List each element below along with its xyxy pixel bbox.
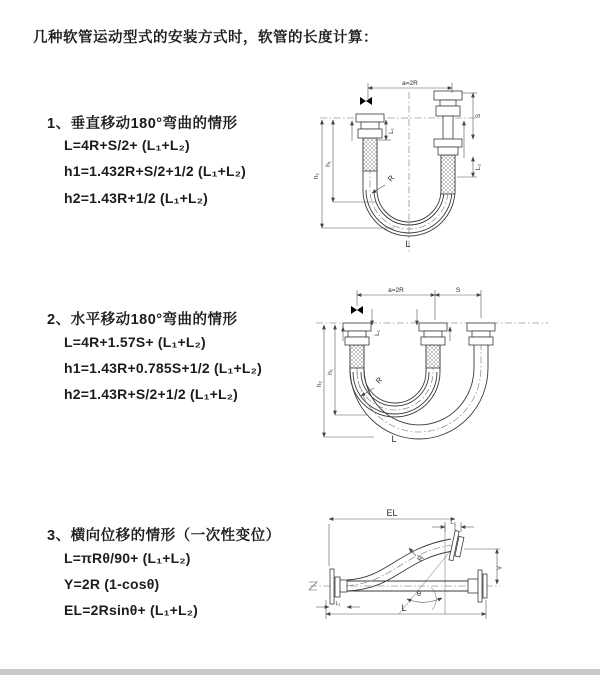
length-label: L (405, 239, 411, 249)
diagram-vertical-180-bend (308, 75, 595, 260)
dim-label-h2: h₂ (316, 380, 323, 388)
right-flange-moved (467, 323, 495, 345)
valve-icon (360, 97, 372, 105)
hose-curves (347, 539, 468, 591)
formula-line: L=4R+S/2+ (L₁+L₂) (64, 137, 190, 153)
dim-label-a-2r: a=2R (388, 287, 404, 294)
angle-label: θ (416, 589, 422, 598)
formula-line: h1=1.43R+0.785S+1/2 (L₁+L₂) (64, 360, 262, 376)
length-label: L (391, 434, 397, 444)
valve-icon (351, 306, 363, 314)
section-2-heading: 2、水平移动180°弯曲的情形 (47, 312, 238, 328)
formula-line: h2=1.43R+1/2 (L₁+L₂) (64, 190, 209, 206)
doc-title: 几种软管运动型式的安装方式时，软管的长度计算： (33, 30, 378, 46)
dim-label-h1: h₁ (327, 369, 334, 375)
right-flange-original (468, 570, 487, 602)
hose-curves (350, 345, 488, 439)
section-1-heading: 1、垂直移动180°弯曲的情形 (47, 116, 238, 132)
left-flange (343, 323, 371, 345)
braided-hose-section (441, 155, 455, 194)
dim-label-l1: L₁ (374, 330, 381, 336)
dim-label-h2: h₂ (313, 172, 320, 180)
dim-label-el: EL (386, 508, 398, 518)
formula-line: EL=2Rsinθ+ (L₁+L₂) (64, 602, 199, 618)
hose-centerline (357, 345, 433, 410)
radius-label: R (385, 173, 397, 184)
formula-line: Y=2R (1-cosθ) (64, 576, 160, 592)
diagram-lateral-displacement (300, 500, 595, 665)
formula-line: h2=1.43R+S/2+1/2 (L₁+L₂) (64, 386, 239, 402)
dim-label-s: S (455, 287, 461, 294)
hose-centerline (347, 545, 452, 586)
dim-label-l1: L₁ (388, 128, 395, 134)
dim-label-s: S (475, 113, 482, 119)
diagram-horizontal-180-bend (308, 280, 595, 458)
dimension-lines (316, 519, 500, 619)
middle-flange (419, 323, 447, 345)
dim-label-h1: h₁ (325, 161, 332, 167)
length-label: L (401, 603, 407, 613)
right-fitting (434, 91, 462, 155)
braided-hose-section (426, 345, 440, 368)
scan-edge (0, 669, 600, 675)
dim-label-y: Y (497, 565, 504, 571)
braided-hose-section (363, 138, 377, 171)
dim-label-a-2r: a=2R (402, 80, 418, 87)
formula-line: L=4R+1.57S+ (L₁+L₂) (64, 334, 206, 350)
upper-flange-displaced (449, 530, 465, 561)
dim-label-l1: L₁ (335, 601, 341, 607)
hose-centerline-moved (357, 345, 481, 432)
left-flange (356, 114, 384, 138)
formula-line: h1=1.432R+S/2+1/2 (L₁+L₂) (64, 163, 246, 179)
dim-label-l2: L₂ (475, 163, 482, 171)
radius-label: R (373, 375, 385, 386)
dim-label-l2: L₂ (450, 520, 456, 526)
dimension-lines (324, 290, 481, 437)
radius-label: R (415, 553, 426, 564)
formula-line: L=πRθ/90+ (L₁+L₂) (64, 550, 191, 566)
section-3-heading: 3、横向位移的情形（一次性变位） (47, 528, 281, 544)
braided-hose-section (350, 345, 364, 368)
left-flange (330, 569, 347, 604)
